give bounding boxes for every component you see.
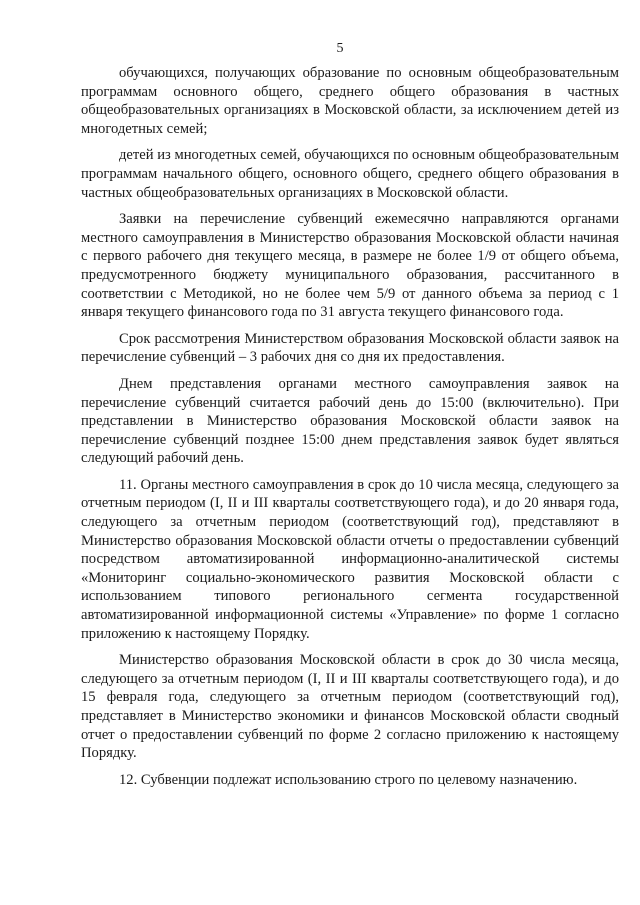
page-number: 5 <box>336 41 344 56</box>
paragraph-subvention-requests: Заявки на перечисление субвенций ежемесячно направляются органами местного самоуправления в Министерство образования Московской области начиная с первого рабочего дня текущего месяца, в размере не более 1/9 от общего объема, предусмотренного бюджету муниципального образования, рассчитанного в соответствии с Методикой, но не более чем 5/9 от данного объема за период с 1 января текущего финансового года по 31 августа текущего финансового года. <box>81 211 619 321</box>
paragraph-section-11: 11. Органы местного самоуправления в срок до 10 числа месяца, следующего за отчетным периодом (I, II и III кварталы соответствующего года), и до 20 января года, следующего за отчетным периодом (соответствующий год), представляют в Министерство образования Московской области отчеты о предоставлении субвенций посредством автоматизированной информационно-аналитической системы «Мониторинг социально-экономического развития Московской области с использованием типового регионального сегмента государственной автоматизированной информационной системы «Управление» по форме 1 согласно приложению к настоящему Порядку. <box>81 476 619 642</box>
paragraph-students-private-schools: обучающихся, получающих образование по основным общеобразовательным программам основного общего, среднего общего образования в частных общеобразовательных организациях в Московской области, за исключением детей из многодетных семей; <box>81 65 619 137</box>
paragraph-large-families-children: детей из многодетных семей, обучающихся по основным общеобразовательным программам начального общего, основного общего, среднего общего образования в частных общеобразовательных организациях в Московской области. <box>81 147 619 201</box>
paragraph-section-12: 12. Субвенции подлежат использованию строго по целевому назначению. <box>119 771 578 788</box>
paragraph-submission-day: Днем представления органами местного самоуправления заявок на перечисление субвенций считается рабочий день до 15:00 (включительно). При представлении в Министерство образования Московской области заявок на перечисление субвенций позднее 15:00 днем представления заявок будет являться следующий рабочий день. <box>81 375 619 467</box>
paragraph-review-period: Срок рассмотрения Министерством образования Московской области заявок на перечисление субвенций – 3 рабочих дня со дня их предоставления. <box>81 330 619 366</box>
document-body <box>81 64 619 797</box>
paragraph-ministry-consolidated-report: Министерство образования Московской области в срок до 30 числа месяца, следующего за отчетным периодом (I, II и III кварталы соответствующего года), и до 15 февраля года, следующего за отчетным периодом (соответствующий год), представляет в Министерство экономики и финансов Московской области сводный отчет о предоставлении субвенций по форме 2 согласно приложению к настоящему Порядку. <box>81 652 619 762</box>
